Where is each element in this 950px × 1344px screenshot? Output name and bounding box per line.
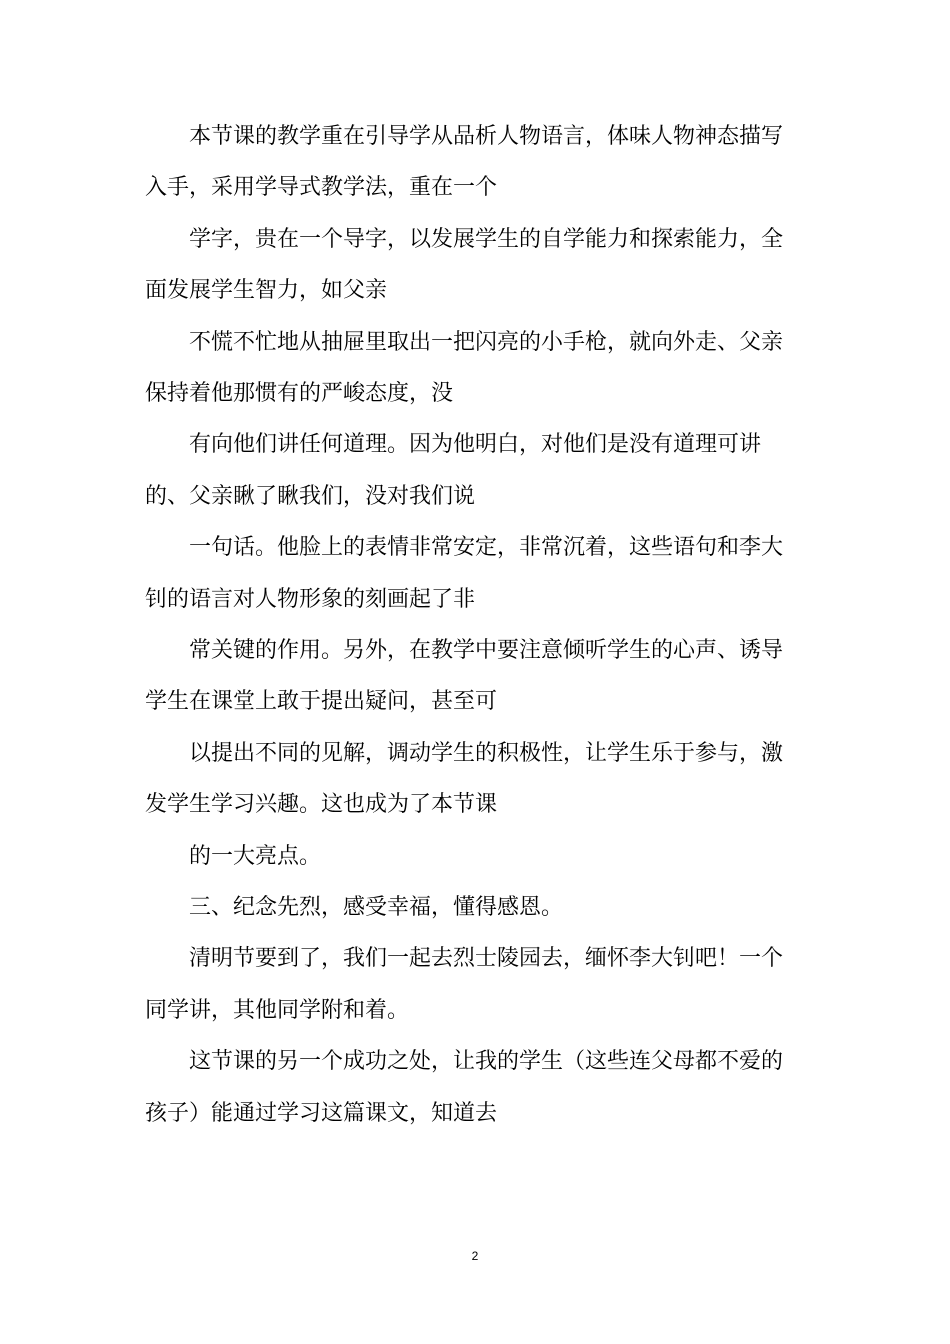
text-line: 有向他们讲任何道理。因为他明白，对他们是没有道理可讲 xyxy=(189,432,762,457)
text-line: 以提出不同的见解，调动学生的积极性，让学生乐于参与，激 xyxy=(189,741,784,766)
text-line: 不慌不忙地从抽屉里取出一把闪亮的小手枪，就向外走、父亲 xyxy=(189,330,784,355)
section-heading: 三、纪念先烈，感受幸福，懂得感恩。 xyxy=(189,895,564,920)
text-line: 保持着他那惯有的严峻态度，没 xyxy=(145,381,454,406)
text-line: 这节课的另一个成功之处，让我的学生（这些连父母都不爱的 xyxy=(189,1049,784,1074)
text-line: 同学讲，其他同学附和着。 xyxy=(145,998,410,1023)
text-line: 孩子）能通过学习这篇课文，知道去 xyxy=(145,1101,498,1126)
text-line: 面发展学生智力，如父亲 xyxy=(145,278,388,303)
text-line: 本节课的教学重在引导学从品析人物语言，体味人物神态描写 xyxy=(189,124,784,149)
text-line: 发学生学习兴趣。这也成为了本节课 xyxy=(145,792,498,817)
text-line: 入手，采用学导式教学法，重在一个 xyxy=(145,175,498,200)
text-line: 钊的语言对人物形象的刻画起了非 xyxy=(145,587,476,612)
text-line: 常关键的作用。另外，在教学中要注意倾听学生的心声、诱导 xyxy=(189,638,784,663)
text-line: 的、父亲瞅了瞅我们，没对我们说 xyxy=(145,484,476,509)
page-number: 2 xyxy=(471,1249,479,1263)
text-line: 的一大亮点。 xyxy=(189,844,322,869)
text-line: 清明节要到了，我们一起去烈士陵园去，缅怀李大钊吧！一个 xyxy=(189,946,784,971)
text-line: 一句话。他脸上的表情非常安定，非常沉着，这些语句和李大 xyxy=(189,535,784,560)
text-line: 学字，贵在一个导字，以发展学生的自学能力和探索能力，全 xyxy=(189,227,784,252)
text-line: 学生在课堂上敢于提出疑问，甚至可 xyxy=(145,689,498,714)
